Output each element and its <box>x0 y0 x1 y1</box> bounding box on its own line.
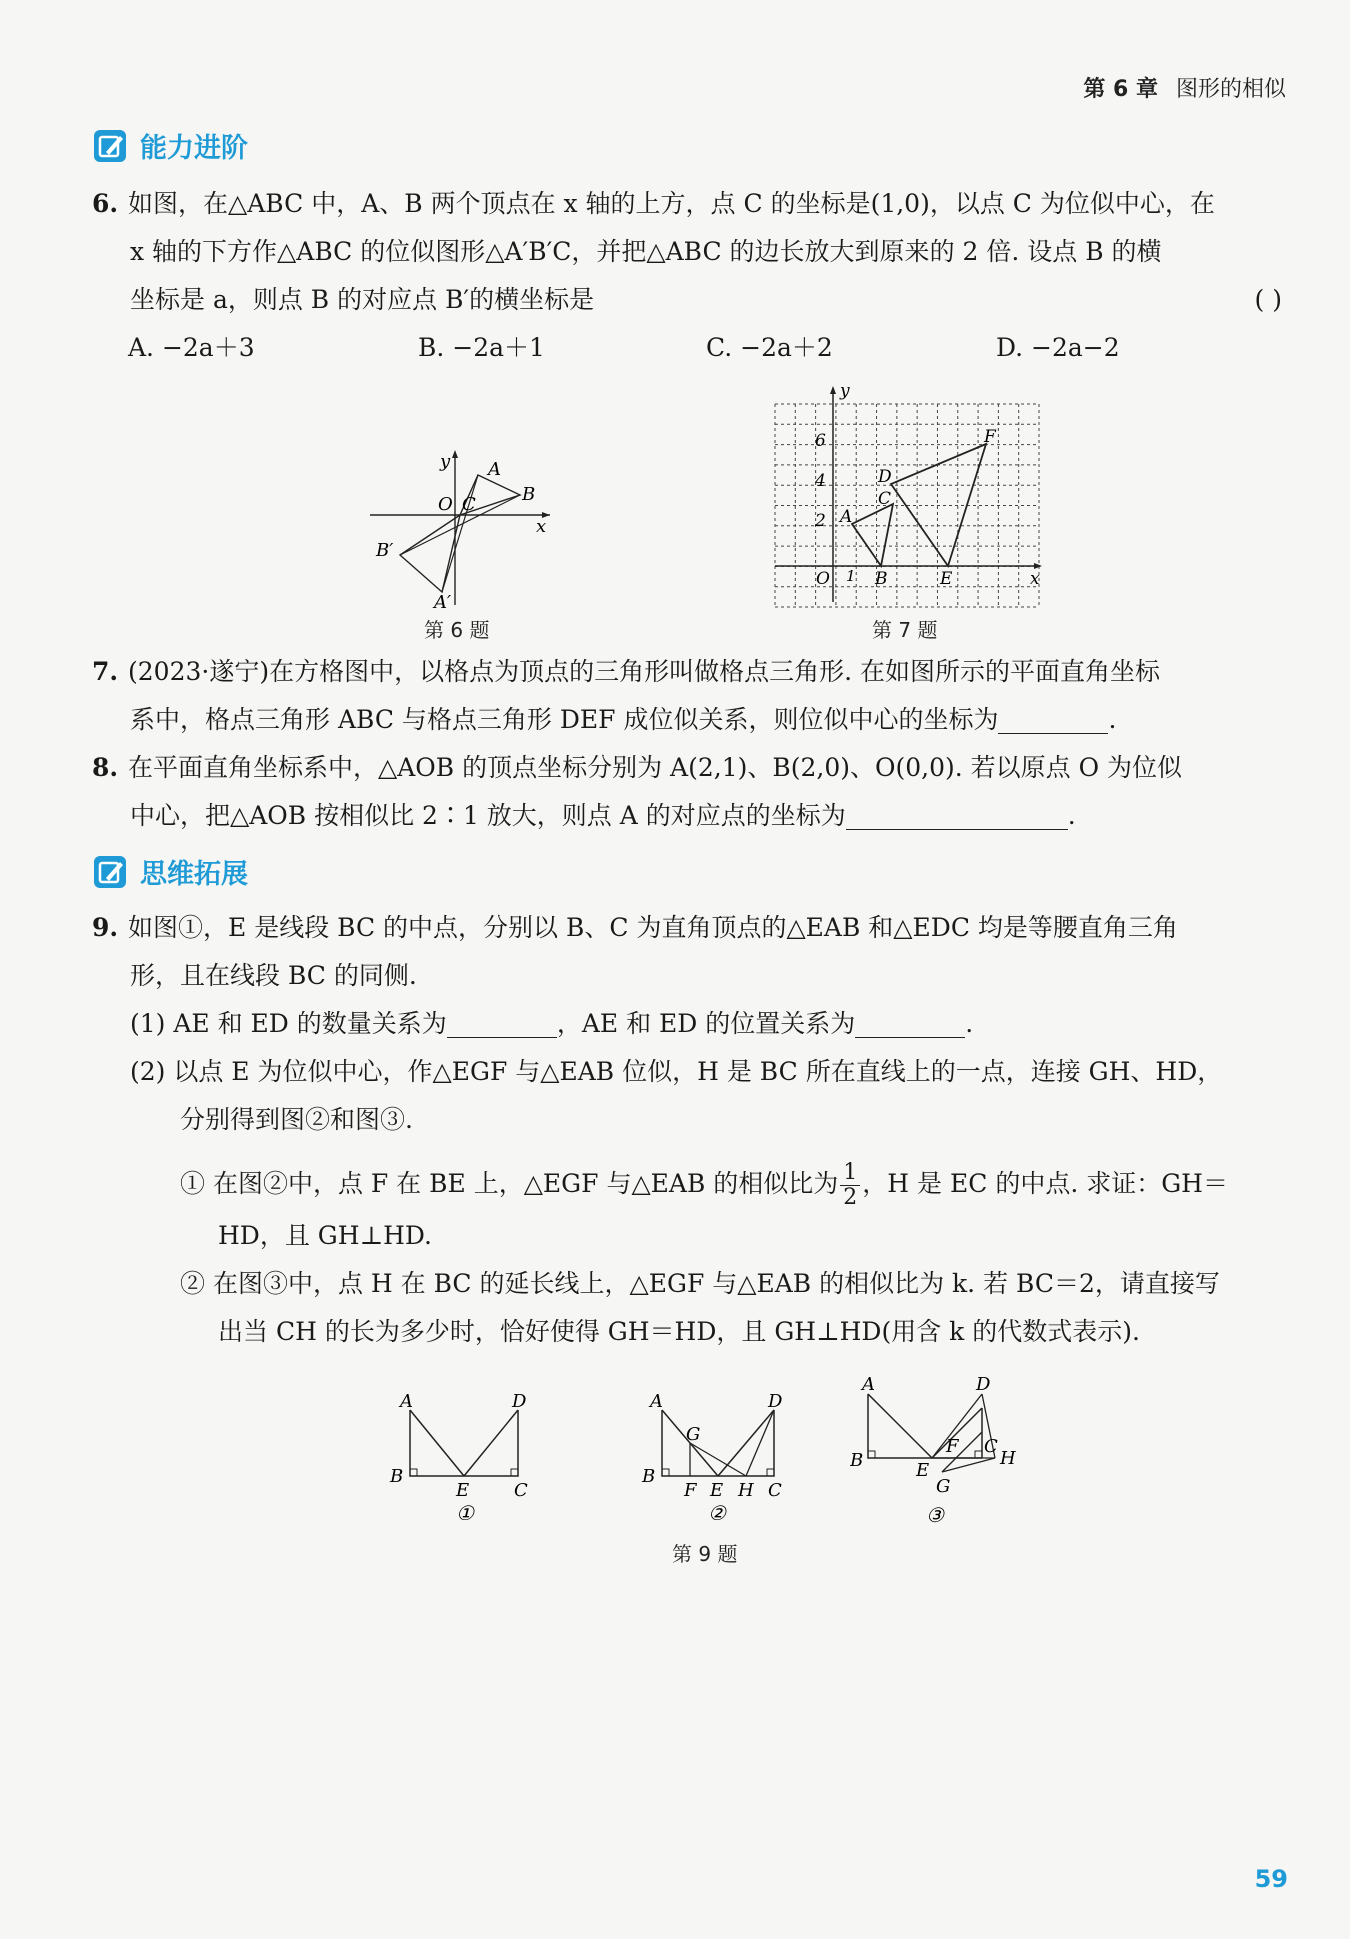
figure-q6 <box>360 440 560 620</box>
label-o: O <box>816 569 830 589</box>
question-8 <box>92 744 1282 840</box>
label-b: B <box>390 1466 404 1487</box>
label-o: O <box>438 494 453 515</box>
figure-label-2: ② <box>708 1501 726 1520</box>
chapter-title: 图形的相似 <box>1175 77 1286 102</box>
figure-q9-3 <box>850 1376 1030 1526</box>
section-title: 思维拓展 <box>140 859 248 890</box>
question-6 <box>92 180 1282 324</box>
page-number: 59 <box>1254 1865 1288 1893</box>
subpart-2-text: ② 在图③中，点 H 在 BC 的延长线上，△EGF 与△EAB 的相似比为 k. 若 BC＝2，请直接写 <box>180 1269 1220 1298</box>
answer-blank[interactable] <box>447 1009 557 1038</box>
subpart-1-text: ① 在图②中，点 F 在 BE 上，△EGF 与△EAB 的相似比为 <box>180 1169 839 1198</box>
label-f: F <box>684 1480 697 1501</box>
section-heading-extension <box>92 852 248 891</box>
fraction-denominator: 2 <box>843 1185 858 1210</box>
label-d: D <box>878 467 892 487</box>
fraction-one-half <box>840 1161 860 1210</box>
question-number: 7. <box>92 657 119 686</box>
label-y: y <box>440 451 451 472</box>
tick-1: 1 <box>846 567 856 585</box>
pencil-square-icon <box>92 128 128 164</box>
option-d[interactable]: D. −2a−2 <box>996 333 1120 362</box>
label-e: E <box>940 569 953 589</box>
question-text: 如图，在△ABC 中，A、B 两个顶点在 x 轴的上方，点 C 的坐标是(1,0)，以点 C 为位似中心，在 <box>128 189 1215 218</box>
label-f: F <box>984 427 996 447</box>
label-e: E <box>916 1460 930 1481</box>
label-h: H <box>1000 1448 1016 1469</box>
label-c: C <box>984 1436 998 1457</box>
label-g: G <box>936 1476 951 1497</box>
chapter-number: 第 6 章 <box>1083 77 1158 102</box>
label-d: D <box>768 1391 783 1412</box>
section-heading-advanced <box>92 126 248 165</box>
option-b[interactable]: B. −2a＋1 <box>418 333 545 362</box>
figure-label-3: ③ <box>926 1503 944 1526</box>
part-1-text: ，AE 和 ED 的位置关系为 <box>556 1009 856 1038</box>
question-text: 在平面直角坐标系中，△AOB 的顶点坐标分别为 A(2,1)、B(2,0)、O(0,0). 若以原点 O 为位似 <box>128 753 1183 782</box>
label-y: y <box>840 382 850 401</box>
figure-caption-q9: 第 9 题 <box>672 1542 738 1566</box>
label-a: A <box>650 1391 663 1412</box>
label-a: A <box>400 1391 413 1412</box>
question-text: 系中，格点三角形 ABC 与格点三角形 DEF 成位似关系，则位似中心的坐标为 <box>130 705 999 734</box>
option-c[interactable]: C. −2a＋2 <box>706 333 833 362</box>
section-title: 能力进阶 <box>140 133 248 164</box>
label-h: H <box>738 1480 754 1501</box>
label-x: x <box>1030 569 1040 589</box>
question-text: x 轴的下方作△ABC 的位似图形△A′B′C，并把△ABC 的边长放大到原来的 2 倍. 设点 B 的横 <box>130 237 1162 266</box>
question-number: 8. <box>92 753 119 782</box>
figure-q9-2 <box>632 1390 792 1520</box>
fraction-numerator: 1 <box>840 1161 860 1186</box>
label-a-prime: A′ <box>434 592 452 613</box>
answer-blank[interactable] <box>998 705 1108 734</box>
label-g: G <box>686 1424 701 1445</box>
triangle-abc <box>852 504 893 566</box>
answer-parentheses: ( ) <box>1254 285 1282 314</box>
label-b: B <box>850 1450 864 1471</box>
tick-6: 6 <box>815 431 826 451</box>
figure-label-1: ① <box>456 1501 474 1520</box>
label-b: B <box>875 569 888 589</box>
label-c: C <box>878 489 892 509</box>
subpart-1-text: ，H 是 EC 的中点. 求证：GH＝ <box>862 1169 1228 1198</box>
question-text: 中心，把△AOB 按相似比 2∶1 放大，则点 A 的对应点的坐标为 <box>130 801 846 830</box>
answer-blank[interactable] <box>846 801 1068 830</box>
question-9 <box>92 904 1282 1356</box>
question-7 <box>92 648 1282 744</box>
label-d: D <box>976 1376 991 1395</box>
subpart-2-text: 出当 CH 的长为多少时，恰好使得 GH＝HD，且 GH⊥HD(用含 k 的代数式表示). <box>218 1317 1140 1346</box>
label-e: E <box>710 1480 724 1501</box>
label-d: D <box>512 1391 527 1412</box>
question-text: 如图①，E 是线段 BC 的中点，分别以 B、C 为直角顶点的△EAB 和△EDC 均是等腰直角三角 <box>128 913 1178 942</box>
tick-4: 4 <box>815 471 826 491</box>
label-b-prime: B′ <box>376 540 394 561</box>
page-header <box>1083 72 1286 103</box>
triangle-a1b1c <box>400 515 460 592</box>
label-x: x <box>536 516 547 537</box>
pencil-square-icon <box>92 854 128 890</box>
answer-blank[interactable] <box>855 1009 965 1038</box>
question-text: 坐标是 a，则点 B 的对应点 B′的横坐标是 <box>130 285 595 314</box>
label-b: B <box>642 1466 656 1487</box>
question-text: (2023·遂宁)在方格图中，以格点为顶点的三角形叫做格点三角形. 在如图所示的平面直角坐标 <box>128 657 1160 686</box>
question-text: 形，且在线段 BC 的同侧. <box>130 961 417 990</box>
label-e: E <box>456 1480 470 1501</box>
subpart-1-text: HD，且 GH⊥HD. <box>218 1221 432 1250</box>
question-number: 6. <box>92 189 119 218</box>
part-2-text: 分别得到图②和图③. <box>180 1105 413 1134</box>
label-c: C <box>514 1480 528 1501</box>
part-1-text: (1) AE 和 ED 的数量关系为 <box>130 1009 447 1038</box>
question-number: 9. <box>92 913 119 942</box>
label-c: C <box>462 494 476 515</box>
label-f: F <box>946 1436 959 1457</box>
part-2-text: (2) 以点 E 为位似中心，作△EGF 与△EAB 位似，H 是 BC 所在直线上的一点，连接 GH、HD， <box>130 1057 1223 1086</box>
figure-caption-q6: 第 6 题 <box>424 618 490 642</box>
tick-2: 2 <box>815 511 826 531</box>
label-a: A <box>840 507 853 527</box>
label-a: A <box>862 1376 875 1395</box>
figure-q7 <box>760 382 1050 612</box>
figure-q9-1 <box>380 1390 540 1520</box>
punctuation: . <box>965 1009 974 1038</box>
label-b: B <box>522 484 536 505</box>
label-c: C <box>768 1480 782 1501</box>
label-a: A <box>488 459 501 480</box>
figure-caption-q7: 第 7 题 <box>872 618 938 642</box>
option-a[interactable]: A. −2a＋3 <box>128 333 255 362</box>
punctuation: . <box>1067 801 1076 830</box>
punctuation: . <box>1108 705 1117 734</box>
